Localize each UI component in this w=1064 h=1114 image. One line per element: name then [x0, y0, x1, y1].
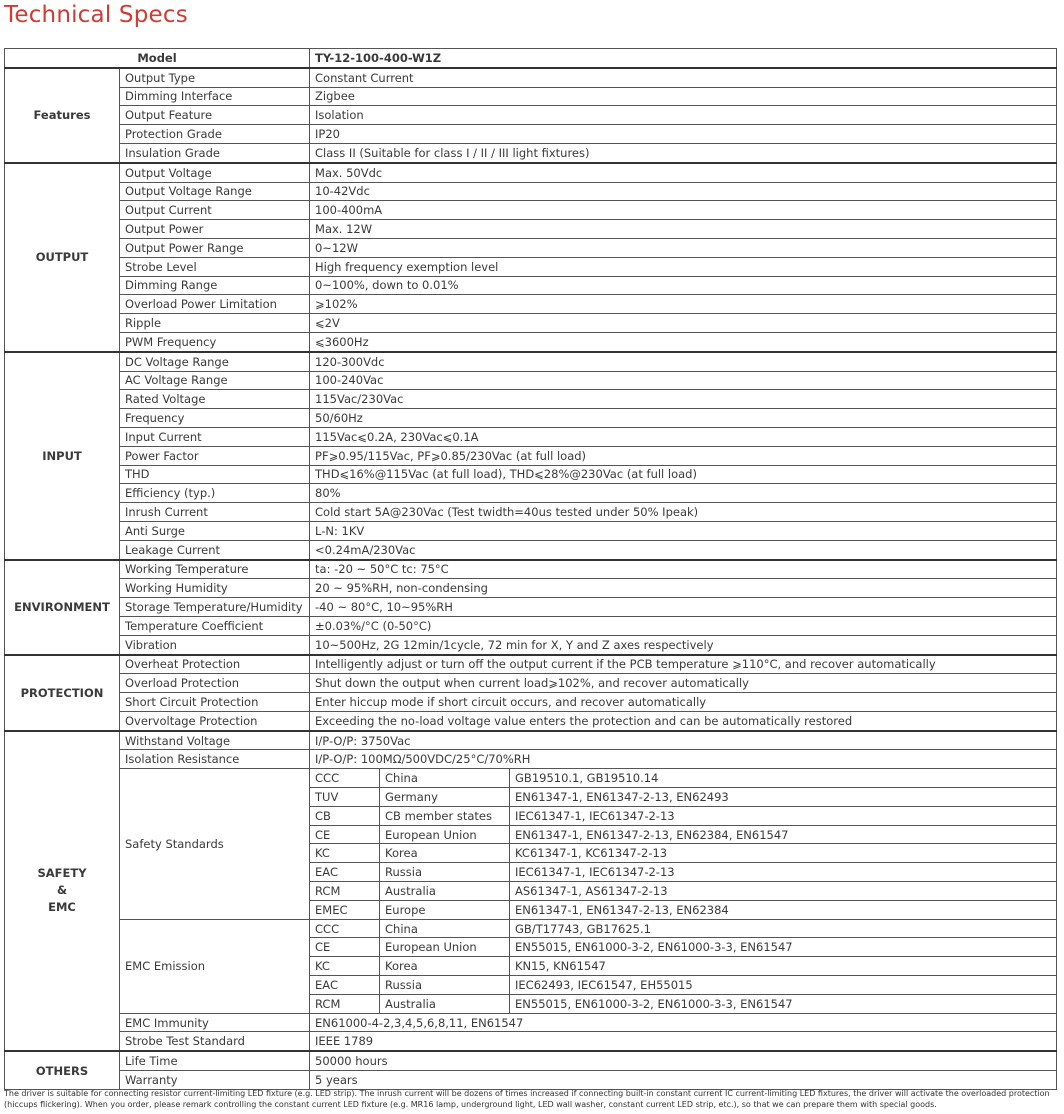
cert-region: European Union	[380, 825, 510, 844]
spec-value: ±0.03%/°C (0-50°C)	[310, 616, 1057, 635]
spec-value: 100-240Vac	[310, 371, 1057, 390]
spec-group	[5, 352, 1057, 560]
spec-group	[5, 163, 1057, 352]
spec-group	[5, 1051, 1057, 1089]
spec-label: Output Power	[120, 220, 310, 239]
spec-label: EMC Emission	[120, 919, 310, 1013]
spec-label: Safety Standards	[120, 769, 310, 919]
cert-region: Russia	[380, 863, 510, 882]
spec-label: Output Feature	[120, 106, 310, 125]
table-row	[5, 598, 1057, 617]
spec-table-body	[5, 49, 1057, 68]
spec-label: Overheat Protection	[120, 655, 310, 674]
spec-group	[5, 655, 1057, 731]
spec-value: 50/60Hz	[310, 409, 1057, 428]
spec-label: EMC Immunity	[120, 1013, 310, 1032]
spec-label: Withstand Voltage	[120, 731, 310, 750]
spec-label: Leakage Current	[120, 540, 310, 559]
group-name: PROTECTION	[5, 655, 120, 731]
spec-value: Cold start 5A@230Vac (Test twidth=40us tested under 50% Ipeak)	[310, 503, 1057, 522]
spec-value: <0.24mA/230Vac	[310, 540, 1057, 559]
table-row	[5, 257, 1057, 276]
spec-value: EN61000-4-2,3,4,5,6,8,11, EN61547	[310, 1013, 1057, 1032]
group-name: ENVIRONMENT	[5, 560, 120, 655]
table-row	[5, 635, 1057, 654]
table-row	[5, 87, 1057, 106]
table-row	[5, 68, 1057, 87]
group-name: OTHERS	[5, 1051, 120, 1089]
group-name-line: SAFETY	[37, 866, 87, 881]
table-row	[5, 616, 1057, 635]
spec-label: Output Voltage	[120, 163, 310, 182]
cert-region: Germany	[380, 788, 510, 807]
cert-region: Australia	[380, 994, 510, 1013]
spec-value: Intelligently adjust or turn off the output current if the PCB temperature ⩾110°C, and recover automatically	[310, 655, 1057, 674]
model-value: TY-12-100-400-W1Z	[310, 49, 1057, 68]
table-row	[5, 106, 1057, 125]
cert-name: CE	[310, 825, 380, 844]
table-row	[5, 220, 1057, 239]
table-row	[5, 427, 1057, 446]
spec-label: Ripple	[120, 314, 310, 333]
table-row	[5, 484, 1057, 503]
spec-value: 115Vac/230Vac	[310, 390, 1057, 409]
spec-value: 100-400mA	[310, 201, 1057, 220]
spec-label: AC Voltage Range	[120, 371, 310, 390]
cert-name: CCC	[310, 919, 380, 938]
table-row	[5, 769, 1057, 788]
spec-label: Output Type	[120, 68, 310, 87]
spec-label: Vibration	[120, 635, 310, 654]
spec-label: Frequency	[120, 409, 310, 428]
cert-region: Korea	[380, 844, 510, 863]
spec-value: THD⩽16%@115Vac (at full load), THD⩽28%@230Vac (at full load)	[310, 465, 1057, 484]
spec-label: Overload Power Limitation	[120, 295, 310, 314]
cert-name: KC	[310, 844, 380, 863]
spec-table	[4, 48, 1057, 1090]
cert-region: China	[380, 769, 510, 788]
group-name: OUTPUT	[5, 163, 120, 352]
table-row	[5, 143, 1057, 162]
table-row	[5, 1051, 1057, 1070]
spec-value: 20 ~ 95%RH, non-condensing	[310, 579, 1057, 598]
cert-standard: EN61347-1, EN61347-2-13, EN62493	[510, 788, 1057, 807]
spec-value: 115Vac⩽0.2A, 230Vac⩽0.1A	[310, 427, 1057, 446]
cert-name: RCM	[310, 882, 380, 901]
spec-value: ⩽2V	[310, 314, 1057, 333]
spec-label: Rated Voltage	[120, 390, 310, 409]
cert-standard: IEC61347-1, IEC61347-2-13	[510, 806, 1057, 825]
spec-label: Short Circuit Protection	[120, 693, 310, 712]
table-row	[5, 465, 1057, 484]
table-row	[5, 560, 1057, 579]
spec-label: Dimming Range	[120, 276, 310, 295]
cert-standard: EN55015, EN61000-3-2, EN61000-3-3, EN61547	[510, 938, 1057, 957]
cert-name: CE	[310, 938, 380, 957]
spec-value: 50000 hours	[310, 1051, 1057, 1070]
table-row	[5, 446, 1057, 465]
table-row	[5, 238, 1057, 257]
table-row	[5, 1071, 1057, 1090]
group-name: Features	[5, 68, 120, 163]
spec-value: 10-42Vdc	[310, 182, 1057, 201]
cert-standard: EN61347-1, EN61347-2-13, EN62384	[510, 900, 1057, 919]
spec-value: 80%	[310, 484, 1057, 503]
spec-value: Shut down the output when current load⩾102%, and recover automatically	[310, 674, 1057, 693]
cert-standard: EN61347-1, EN61347-2-13, EN62384, EN61547	[510, 825, 1057, 844]
spec-label: DC Voltage Range	[120, 352, 310, 371]
spec-value: 5 years	[310, 1071, 1057, 1090]
table-row	[5, 655, 1057, 674]
spec-value: PF⩾0.95/115Vac, PF⩾0.85/230Vac (at full load)	[310, 446, 1057, 465]
table-row	[5, 332, 1057, 351]
table-row	[5, 674, 1057, 693]
spec-label: Inrush Current	[120, 503, 310, 522]
page-title: Technical Specs	[4, 2, 188, 28]
table-row	[5, 711, 1057, 730]
table-row	[5, 409, 1057, 428]
cert-region: Europe	[380, 900, 510, 919]
spec-label: Output Voltage Range	[120, 182, 310, 201]
group-name: INPUT	[5, 352, 120, 560]
spec-label: Input Current	[120, 427, 310, 446]
spec-value: Max. 50Vdc	[310, 163, 1057, 182]
table-row	[5, 1013, 1057, 1032]
spec-label: Overload Protection	[120, 674, 310, 693]
cert-standard: EN55015, EN61000-3-2, EN61000-3-3, EN61547	[510, 994, 1057, 1013]
spec-value: L-N: 1KV	[310, 521, 1057, 540]
table-row	[5, 163, 1057, 182]
table-row	[5, 540, 1057, 559]
spec-label: Storage Temperature/Humidity	[120, 598, 310, 617]
cert-region: European Union	[380, 938, 510, 957]
spec-value: -40 ~ 80°C, 10~95%RH	[310, 598, 1057, 617]
table-row	[5, 750, 1057, 769]
spec-group	[5, 560, 1057, 655]
cert-region: CB member states	[380, 806, 510, 825]
cert-region: Russia	[380, 976, 510, 995]
spec-label: Strobe Test Standard	[120, 1032, 310, 1051]
spec-label: Protection Grade	[120, 125, 310, 144]
spec-value: 0~12W	[310, 238, 1057, 257]
spec-value: ta: -20 ~ 50°C tc: 75°C	[310, 560, 1057, 579]
cert-standard: IEC61347-1, IEC61347-2-13	[510, 863, 1057, 882]
cert-standard: KN15, KN61547	[510, 957, 1057, 976]
spec-group	[5, 68, 1057, 163]
spec-label: Temperature Coefficient	[120, 616, 310, 635]
spec-value: 120-300Vdc	[310, 352, 1057, 371]
model-label: Model	[5, 49, 310, 68]
table-row	[5, 276, 1057, 295]
spec-value: I/P-O/P: 3750Vac	[310, 731, 1057, 750]
table-row	[5, 390, 1057, 409]
spec-value: IEEE 1789	[310, 1032, 1057, 1051]
table-row	[5, 314, 1057, 333]
cert-name: EAC	[310, 863, 380, 882]
table-row	[5, 579, 1057, 598]
cert-name: CB	[310, 806, 380, 825]
table-row	[5, 693, 1057, 712]
spec-value: ⩽3600Hz	[310, 332, 1057, 351]
spec-label: PWM Frequency	[120, 332, 310, 351]
cert-standard: KC61347-1, KC61347-2-13	[510, 844, 1057, 863]
spec-label: Output Current	[120, 201, 310, 220]
spec-group	[5, 731, 1057, 1052]
spec-label: Output Power Range	[120, 238, 310, 257]
spec-value: I/P-O/P: 100MΩ/500VDC/25°C/70%RH	[310, 750, 1057, 769]
table-row	[5, 1032, 1057, 1051]
spec-label: THD	[120, 465, 310, 484]
table-row	[5, 371, 1057, 390]
spec-label: Dimming Interface	[120, 87, 310, 106]
cert-name: EAC	[310, 976, 380, 995]
cert-region: Australia	[380, 882, 510, 901]
table-row	[5, 182, 1057, 201]
cert-name: CCC	[310, 769, 380, 788]
spec-value: IP20	[310, 125, 1057, 144]
spec-label: Power Factor	[120, 446, 310, 465]
group-name-line: &	[56, 883, 68, 898]
cert-name: TUV	[310, 788, 380, 807]
spec-value: Class II (Suitable for class I / II / III light fixtures)	[310, 143, 1057, 162]
spec-label: Working Temperature	[120, 560, 310, 579]
table-row	[5, 49, 1057, 68]
spec-value: Exceeding the no-load voltage value enters the protection and can be automatically restored	[310, 711, 1057, 730]
spec-label: Isolation Resistance	[120, 750, 310, 769]
table-row	[5, 201, 1057, 220]
table-row	[5, 521, 1057, 540]
cert-region: China	[380, 919, 510, 938]
spec-label: Insulation Grade	[120, 143, 310, 162]
spec-value: 10~500Hz, 2G 12min/1cycle, 72 min for X, Y and Z axes respectively	[310, 635, 1057, 654]
spec-value: Constant Current	[310, 68, 1057, 87]
spec-label: Strobe Level	[120, 257, 310, 276]
table-row	[5, 503, 1057, 522]
group-name-line: EMC	[48, 900, 76, 915]
table-row	[5, 919, 1057, 938]
spec-label: Anti Surge	[120, 521, 310, 540]
spec-value: Max. 12W	[310, 220, 1057, 239]
spec-label: Life Time	[120, 1051, 310, 1070]
spec-value: Enter hiccup mode if short circuit occurs, and recover automatically	[310, 693, 1057, 712]
cert-standard: GB/T17743, GB17625.1	[510, 919, 1057, 938]
cert-standard: AS61347-1, AS61347-2-13	[510, 882, 1057, 901]
spec-label: Warranty	[120, 1071, 310, 1090]
spec-value: 0~100%, down to 0.01%	[310, 276, 1057, 295]
table-row	[5, 295, 1057, 314]
cert-name: RCM	[310, 994, 380, 1013]
spec-value: Zigbee	[310, 87, 1057, 106]
spec-value: ⩾102%	[310, 295, 1057, 314]
table-row	[5, 731, 1057, 750]
cert-standard: GB19510.1, GB19510.14	[510, 769, 1057, 788]
cert-standard: IEC62493, IEC61547, EH55015	[510, 976, 1057, 995]
spec-value: High frequency exemption level	[310, 257, 1057, 276]
cert-name: EMEC	[310, 900, 380, 919]
spec-value: Isolation	[310, 106, 1057, 125]
spec-label: Overvoltage Protection	[120, 711, 310, 730]
cert-name: KC	[310, 957, 380, 976]
table-row	[5, 125, 1057, 144]
spec-label: Working Humidity	[120, 579, 310, 598]
cert-region: Korea	[380, 957, 510, 976]
group-name	[5, 731, 120, 1052]
table-row	[5, 352, 1057, 371]
spec-label: Efficiency (typ.)	[120, 484, 310, 503]
footnote: The driver is suitable for connecting resistor current-limiting LED fixture (e.g. LED strip). The inrush current will be dozens of times increased if connecting built-in constant current IC current-limiting LED fixtures, the driver will activate the overloaded protection (hiccups flickering). When you order, please remark controlling the constant current LED fixture (e.g. MR16 lamp, underground light, LED wall washer, constant current LED strip, etc.), so that we can prepare them with special goods.	[4, 1089, 1050, 1109]
